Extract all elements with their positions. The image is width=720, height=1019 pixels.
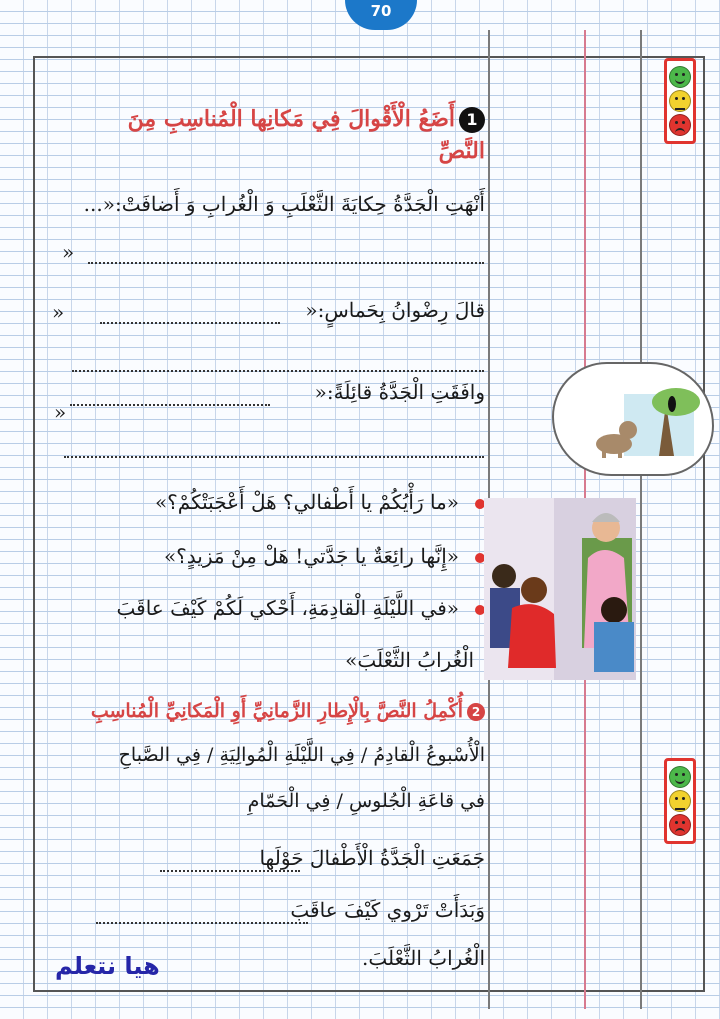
- ex2-options-2: في قاعَةِ الْجُلوسِ / فِي الْحَمّامِ: [247, 790, 485, 812]
- exercise1-title: [128, 106, 485, 133]
- ex1-sentence-1: أَنْهَتِ الْجَدَّةُ حِكايَةَ الثَّعْلَبِ وَ الْغُرابِ وَ أَضافَتْ:«...: [83, 192, 485, 216]
- answer-line-1[interactable]: [88, 262, 484, 264]
- smiley-happy-icon[interactable]: [669, 66, 691, 88]
- ex1-sentence-3: وافَقَتِ الْجَدَّةُ قائِلَةً:«: [314, 380, 485, 404]
- answer-line-3b[interactable]: [64, 456, 484, 458]
- column-divider-right: [640, 30, 642, 1009]
- ex1-sentence-3-close: »: [54, 400, 67, 424]
- ex2-sentence-2: وَبَدَأَتْ تَرْوي كَيْفَ عاقَبَ: [290, 898, 485, 922]
- ex1-sentence-2: قالَ رِضْوانُ بِحَماسٍ:«: [305, 298, 485, 322]
- smiley-neutral-icon[interactable]: [669, 790, 691, 812]
- smiley-sad-icon[interactable]: [669, 814, 691, 836]
- answer-line-2[interactable]: [100, 322, 280, 324]
- exercise1-title-line1: أَضَعُ الْأَقْوالَ فِي مَكانِها الْمُناسِبِ مِنَ: [127, 106, 455, 132]
- self-assessment-bottom: [664, 758, 696, 844]
- answer-line-ex2-1[interactable]: [160, 870, 300, 872]
- smiley-neutral-icon[interactable]: [669, 90, 691, 112]
- ex2-options-1: الْأُسْبوعُ الْقادِمُ / فِي اللَّيْلَةِ الْمُوالِيَةِ / فِي الصَّباحِ: [118, 744, 485, 766]
- ex1-sentence-2-close: »: [52, 300, 65, 324]
- ex2-sentence-1: جَمَعَتِ الْجَدَّةُ الْأَطْفالَ حَوْلَها: [259, 846, 485, 870]
- ex2-sentence-3: الْغُرابُ الثَّعْلَبَ.: [361, 946, 485, 970]
- quote-item-continuation: الْغُرابُ الثَّعْلَبَ»: [345, 648, 474, 672]
- smiley-happy-icon[interactable]: [669, 766, 691, 788]
- exercise2-title: 2أُكْمِلُ النَّصَّ بِالْإِطارِ الزَّمانِيِّ أَوِ الْمَكانِيِّ الْمُناسِبِ: [91, 700, 485, 722]
- answer-line-3[interactable]: [70, 404, 270, 406]
- fox-crow-illustration: [554, 364, 712, 474]
- page-number: 70: [370, 2, 392, 20]
- quote-item[interactable]: «في اللَّيْلَةِ الْقادِمَةِ، أَحْكي لَكُمْ كَيْفَ عاقَبَ: [117, 596, 486, 620]
- grandmother-children-illustration: [484, 498, 636, 680]
- quote-item[interactable]: «ما رَأْيُكُمْ يا أَطْفالي؟ هَلْ أَعْجَبَتْكُمْ؟»: [155, 490, 485, 514]
- page-number-badge: [345, 0, 417, 30]
- quote-item[interactable]: «إِنَّها رائِعَةٌ يا جَدَّتي! هَلْ مِنْ مَزيدٍ؟»: [164, 544, 485, 568]
- storytelling-scene: [484, 498, 636, 680]
- answer-line-2b[interactable]: [72, 370, 484, 372]
- publisher-signature: هيا نتعلم: [55, 952, 160, 980]
- self-assessment-top: [664, 58, 696, 144]
- ex1-sentence-1-close: »: [62, 240, 75, 264]
- exercise1-title-line2: النَّصِّ: [438, 138, 485, 164]
- thought-cloud: [552, 362, 714, 476]
- smiley-sad-icon[interactable]: [669, 114, 691, 136]
- exercise1-number: 1: [459, 107, 485, 133]
- exercise2-number: 2: [467, 703, 485, 721]
- answer-line-ex2-2[interactable]: [96, 922, 308, 924]
